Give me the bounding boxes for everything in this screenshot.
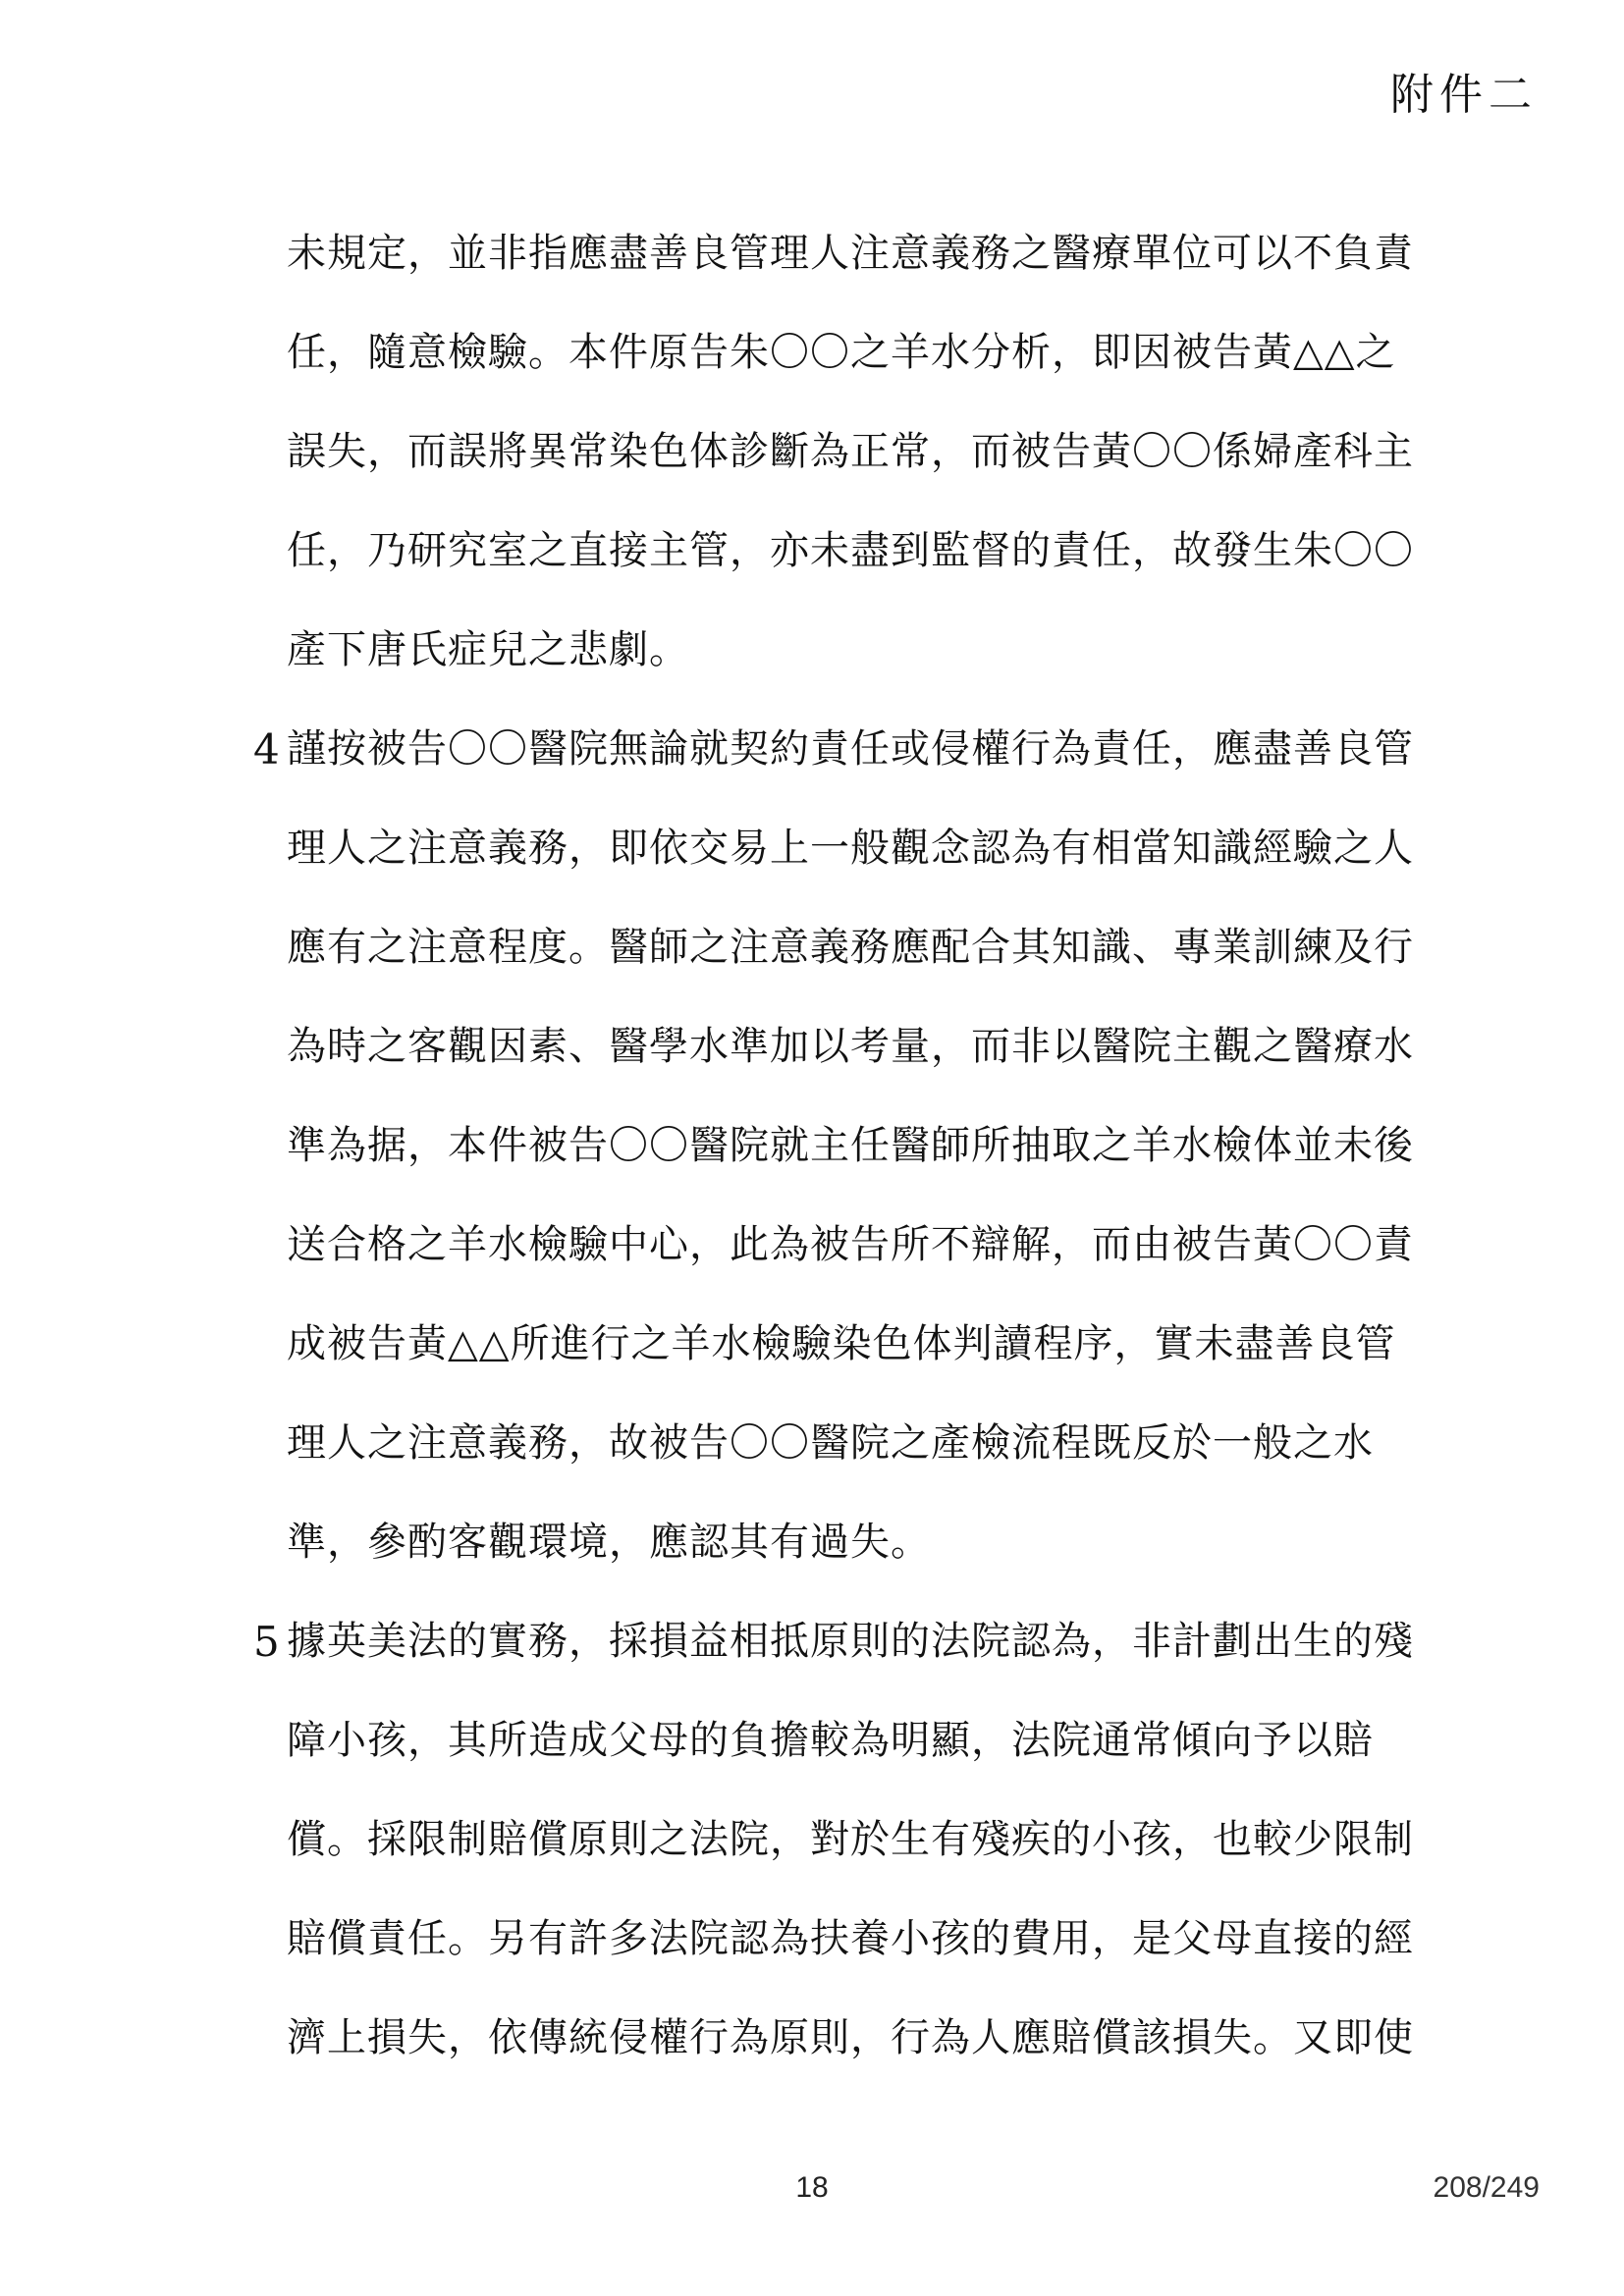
- text-line-content: 成被告黃△△所進行之羊水檢驗染色体判讀程序，實未盡善良管: [287, 1321, 1396, 1366]
- text-line-content: 據英美法的實務，採損益相抵原則的法院認為，非計劃出生的殘: [287, 1619, 1414, 1664]
- text-line-content: 誤失，而誤將異常染色体診斷為正常，而被告黃〇〇係婦產科主: [287, 429, 1414, 474]
- text-line: [287, 303, 1445, 402]
- text-line: [287, 402, 1445, 502]
- text-line-content: 償。採限制賠償原則之法院，對於生有殘疾的小孩，也較少限制: [287, 1817, 1414, 1862]
- scan-page-counter: 208/249: [1433, 2171, 1540, 2204]
- text-line-content: 障小孩，其所造成父母的負擔較為明顯，法院通常傾向予以賠: [287, 1718, 1374, 1763]
- text-line: [287, 1096, 1445, 1196]
- text-line-content: 任，乃研究室之直接主管，亦未盡到監督的責任，故發生朱〇〇: [287, 528, 1414, 573]
- text-line-content: 產下唐氏症兒之悲劇。: [287, 627, 689, 672]
- text-line-content: 送合格之羊水檢驗中心，此為被告所不辯解，而由被告黃〇〇責: [287, 1222, 1414, 1267]
- text-line: [287, 898, 1445, 997]
- text-line: [287, 601, 1445, 700]
- text-line-content: 準為据，本件被告〇〇醫院就主任醫師所抽取之羊水檢体並未後: [287, 1123, 1414, 1168]
- page-number: 18: [795, 2171, 829, 2204]
- text-line: [287, 1394, 1445, 1493]
- text-line-content: 為時之客觀因素、醫學水準加以考量，而非以醫院主觀之醫療水: [287, 1024, 1414, 1069]
- text-line: [287, 997, 1445, 1096]
- text-line-content: 賠償責任。另有許多法院認為扶養小孩的費用，是父母直接的經: [287, 1916, 1414, 1961]
- document-body: [253, 204, 1445, 2088]
- text-line-content: 應有之注意程度。醫師之注意義務應配合其知識、專業訓練及行: [287, 925, 1414, 970]
- text-line-content: 理人之注意義務，故被告〇〇醫院之產檢流程既反於一般之水: [287, 1420, 1374, 1466]
- text-line-content: 濟上損失，依傳統侵權行為原則，行為人應賠償該損失。又即使: [287, 2015, 1414, 2060]
- text-line: [287, 1790, 1445, 1890]
- text-line: [253, 1592, 1445, 1691]
- text-line-content: 理人之注意義務，即依交易上一般觀念認為有相當知識經驗之人: [287, 826, 1414, 871]
- text-line: [287, 204, 1445, 303]
- text-line-content: 謹按被告〇〇醫院無論就契約責任或侵權行為責任，應盡善良管: [287, 726, 1414, 772]
- paragraph-number: 5: [253, 1618, 280, 1666]
- text-line: [287, 1493, 1445, 1592]
- paragraph-number: 4: [253, 725, 280, 774]
- text-line: [287, 1295, 1445, 1394]
- text-line: [287, 1989, 1445, 2088]
- text-line-content: 準，參酌客觀環境，應認其有過失。: [287, 1520, 931, 1565]
- text-line: [287, 502, 1445, 601]
- attachment-label: 附件二: [1390, 70, 1538, 120]
- text-line: [287, 1890, 1445, 1989]
- text-line: [287, 1196, 1445, 1295]
- text-line-content: 未規定，並非指應盡善良管理人注意義務之醫療單位可以不負責: [287, 231, 1414, 276]
- text-line: [287, 799, 1445, 898]
- text-line: [287, 1691, 1445, 1790]
- text-line-content: 任，隨意檢驗。本件原告朱〇〇之羊水分析，即因被告黃△△之: [287, 330, 1396, 375]
- text-line: [253, 700, 1445, 799]
